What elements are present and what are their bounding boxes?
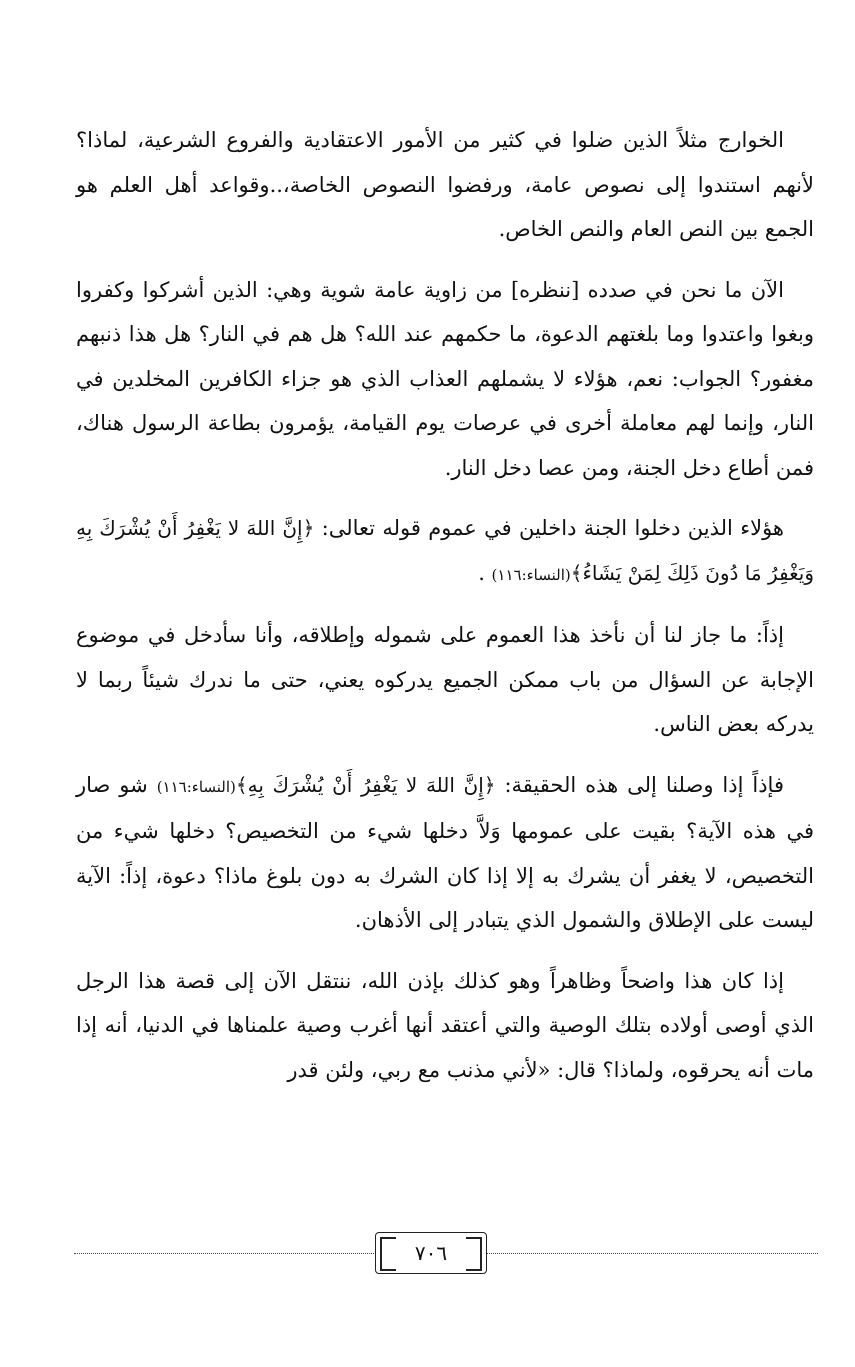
ornament-icon	[380, 1237, 396, 1271]
verse-reference: (النساء:١١٦)	[156, 777, 236, 796]
ornament-icon	[466, 1237, 482, 1271]
paragraph-3-text-after: .	[478, 560, 492, 585]
paragraph-3-text-before: هؤلاء الذين دخلوا الجنة داخلين في عموم قوله تعالى:	[314, 516, 784, 540]
body-text	[76, 118, 814, 1108]
paragraph-2	[76, 268, 814, 491]
paragraph-6-text: إذا كان هذا واضحاً وظاهراً وهو كذلك بإذن الله، ننتقل الآن إلى قصة هذا الرجل الذي أوصى أولاده بتلك الوصية والتي أعتقد أنها أغرب وصية علمناها في الدنيا، أنه إذا مات أنه يحرقوه، ولماذا؟ قال: «لأني مذنب مع ربي، ولئن قدر	[76, 968, 814, 1082]
quran-verse: ﴿إِنَّ اللهَ لا يَغْفِرُ أَنْ يُشْرَكَ بِهِ وَيَغْفِرُ مَا دُونَ ذَلِكَ لِمَنْ يَشَاءُ﴾	[76, 516, 814, 585]
paragraph-3	[76, 506, 814, 597]
paragraph-6	[76, 959, 814, 1093]
page-number: ٧٠٦	[409, 1241, 453, 1265]
quran-verse: ﴿إِنَّ اللهَ لا يَغْفِرُ أَنْ يُشْرَكَ بِهِ﴾	[235, 772, 496, 797]
paragraph-5-text-after: شو صار في هذه الآية؟ بقيت على عمومها وَلاَّ دخلها شيء من التخصيص؟ دخلها شيء من التخصيص، لا يغفر أن يشرك به إلا إذا كان الشرك به دون بلوغ ماذا؟ دعوة، إذاً: الآية ليست على الإطلاق والشمول الذي يتبادر إلى الأذهان.	[76, 772, 814, 932]
paragraph-5-text-before: فإذاً إذا وصلنا إلى هذه الحقيقة:	[495, 772, 784, 797]
page-number-badge	[375, 1232, 487, 1274]
verse-reference: (النساء:١١٦)	[491, 565, 571, 584]
paragraph-4	[76, 613, 814, 747]
paragraph-5	[76, 763, 814, 943]
paragraph-2-text: الآن ما نحن في صدده [ننظره] من زاوية عامة شوية وهي: الذين أشركوا وكفروا وبغوا واعتدوا وما بلغتهم الدعوة، ما حكمهم عند الله؟ هل هم في النار؟ هل هذا ذنبهم مغفور؟ الجواب: نعم، هؤلاء لا يشملهم العذاب الذي هو جزاء الكافرين المخلدين في النار، وإنما لهم معاملة أخرى في عرصات يوم القيامة، يؤمرون بطاعة الرسول هناك، فمن أطاع دخل الجنة، ومن عصا دخل النار.	[76, 277, 814, 480]
paragraph-1	[76, 118, 814, 252]
paragraph-1-text: الخوارج مثلاً الذين ضلوا في كثير من الأمور الاعتقادية والفروع الشرعية، لماذا؟ لأنهم استندوا إلى نصوص عامة، ورفضوا النصوص الخاصة،..وقواعد أهل العلم هو الجمع بين النص العام والنص الخاص.	[76, 128, 814, 241]
paragraph-4-text: إذاً: ما جاز لنا أن نأخذ هذا العموم على شموله وإطلاقه، وأنا سأدخل في موضوع الإجابة عن السؤال من باب ممكن الجميع يدركوه يعني، حتى ما ندرك شيئاً ربما لا يدركه بعض الناس.	[76, 623, 814, 736]
